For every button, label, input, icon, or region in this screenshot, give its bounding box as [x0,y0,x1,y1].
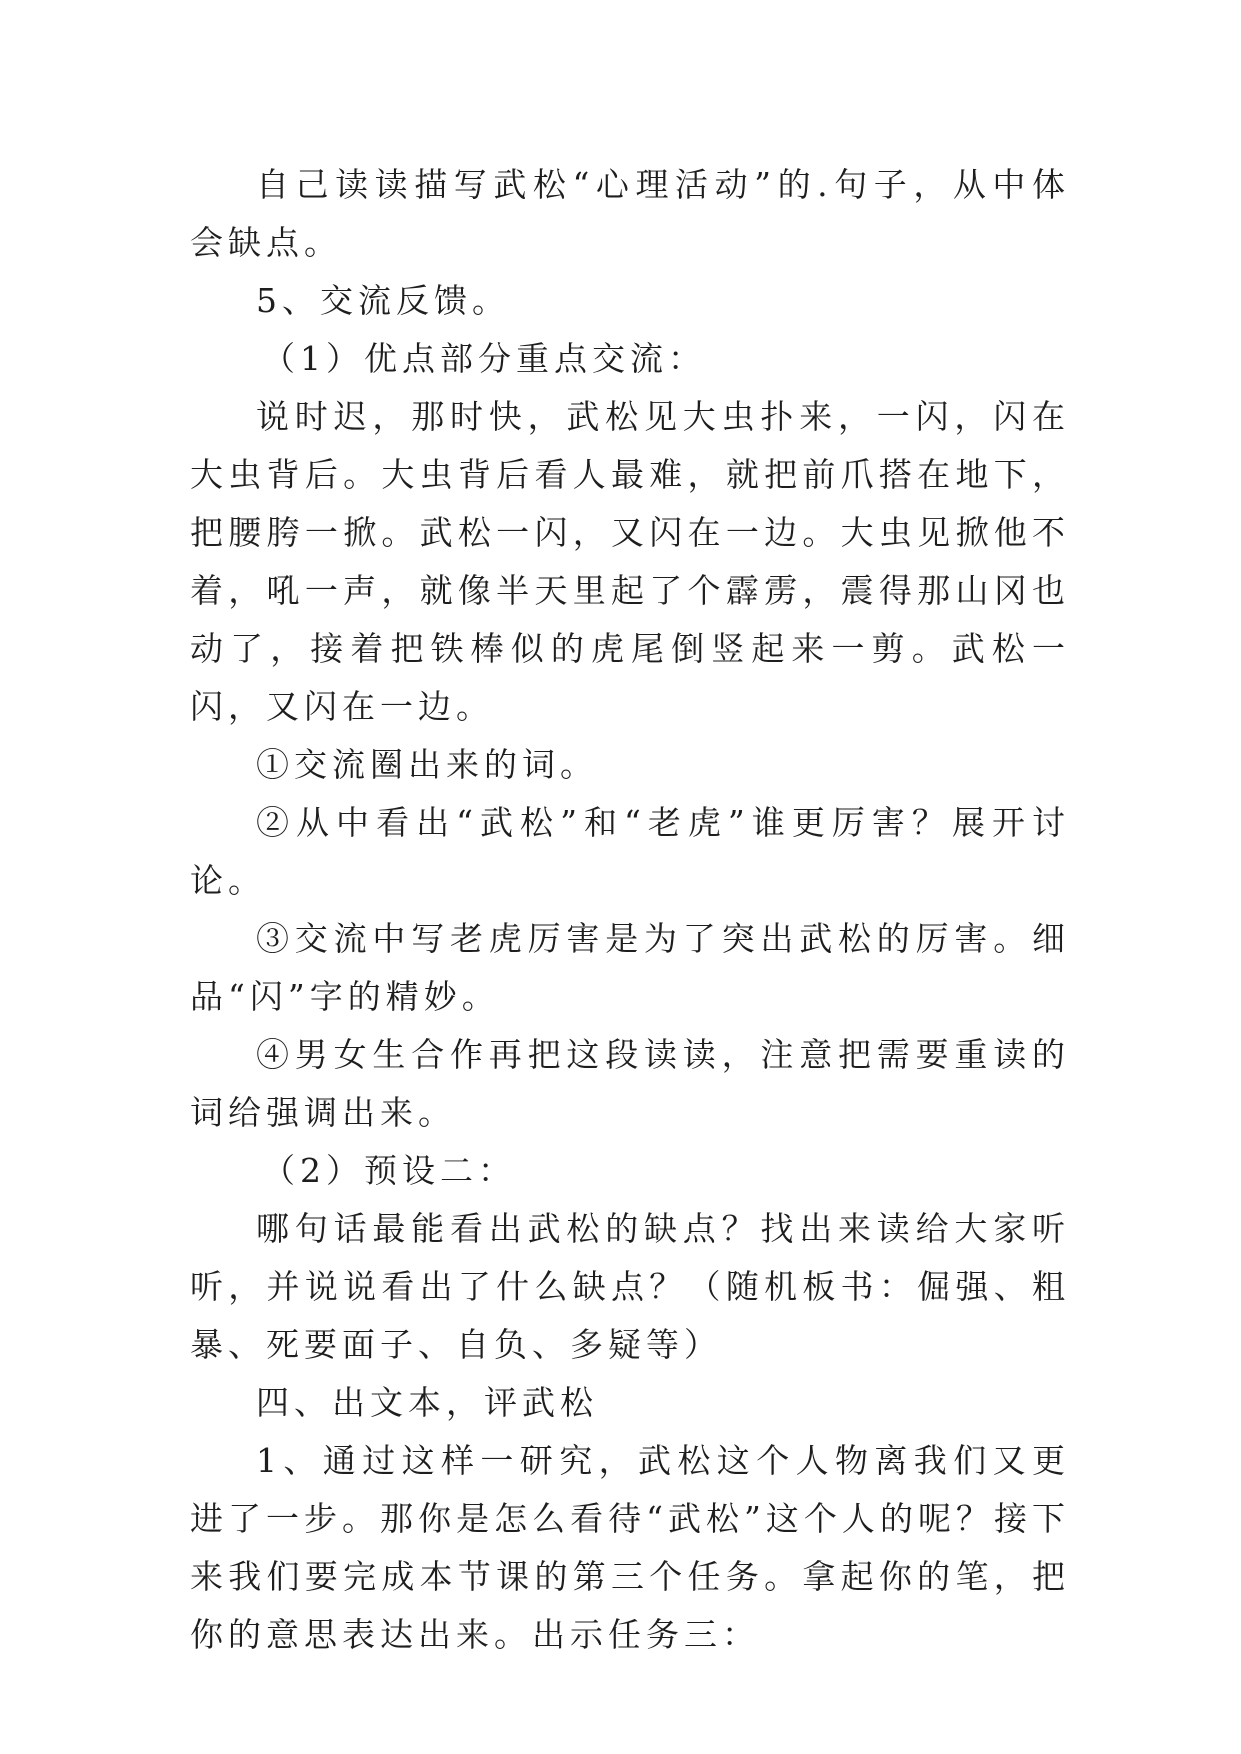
section-heading-evaluate: 四、出文本，评武松 [256,1383,598,1422]
document-body [190,156,1070,1664]
paragraph-read-psychology: 自己读读描写武松“心理活动”的.句子，从中体会缺点。 [190,165,1070,262]
paragraph-strengths-discussion: （1）优点部分重点交流： [262,339,706,378]
paragraph-task-3: 1、通过这样一研究，武松这个人物离我们又更进了一步。那你是怎么看待“武松”这个人的呢？接下来我们要完成本节课的第三个任务。拿起你的笔，把你的意思表达出来。出示任务三： [190,1441,1070,1654]
paragraph-step-5: 5、交流反馈。 [256,281,510,320]
paragraph-quoted-passage: 说时迟，那时快，武松见大虫扑来，一闪，闪在大虫背后。大虫背后看人最难，就把前爪搭在地下，把腰胯一掀。武松一闪，又闪在一边。大虫见掀他不着，吼一声，就像半天里起了个霹雳，震得那山冈也动了，接着把铁棒似的虎尾倒竖起来一剪。武松一闪，又闪在一边。 [190,397,1070,726]
paragraph-item-1: ①交流圈出来的词。 [256,745,598,784]
paragraph-preset-2: （2）预设二： [262,1151,516,1190]
paragraph-item-2: ②从中看出“武松”和“老虎”谁更厉害？展开讨论。 [190,803,1070,900]
paragraph-shortcomings-question: 哪句话最能看出武松的缺点？找出来读给大家听听，并说说看出了什么缺点？（随机板书：倔强、粗暴、死要面子、自负、多疑等） [190,1209,1070,1364]
paragraph-item-4: ④男女生合作再把这段读读，注意把需要重读的词给强调出来。 [190,1035,1070,1132]
paragraph-item-3: ③交流中写老虎厉害是为了突出武松的厉害。细品“闪”字的精妙。 [190,919,1070,1016]
